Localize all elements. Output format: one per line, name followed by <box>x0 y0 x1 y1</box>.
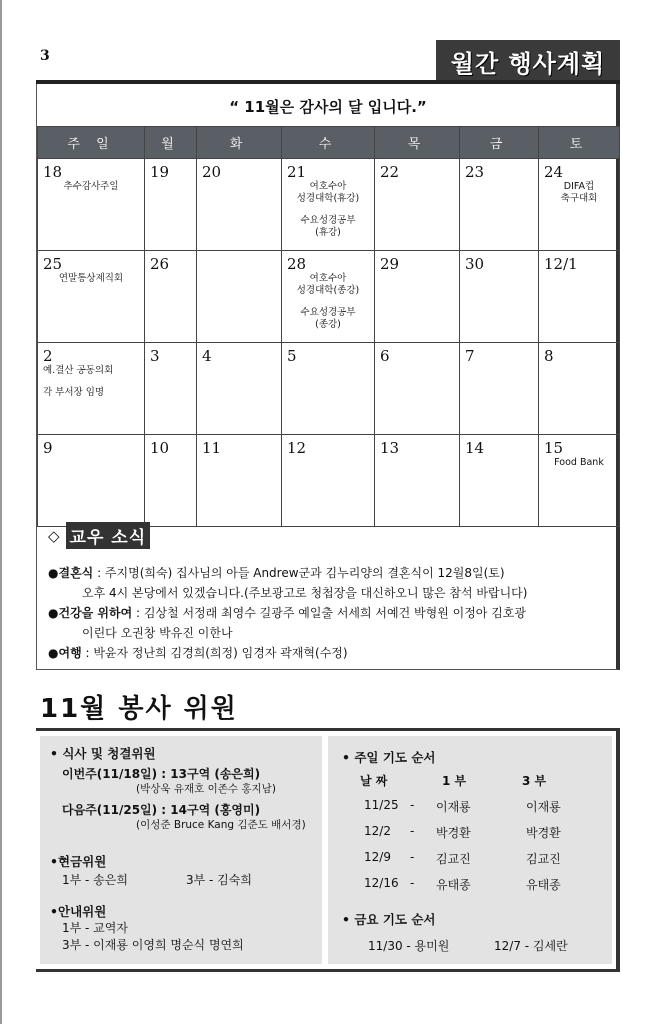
calendar-event: (휴강) <box>315 227 341 238</box>
day-number: 15 <box>544 439 564 457</box>
page-title: 월간 행사계획 <box>436 40 620 82</box>
meal-next-week-members: (이성준 Bruce Kang 김준도 배서경) <box>136 819 306 831</box>
calendar-event: 여호수아 <box>309 181 347 192</box>
prayer-cell: 이재룡 <box>436 800 471 814</box>
prayer-cell: - <box>410 798 415 812</box>
friday-prayer-entry: 12/7 - 김세란 <box>494 939 568 953</box>
weekday-header-row <box>38 127 620 159</box>
calendar-day-cell <box>282 343 375 435</box>
calendar-day-cell <box>539 159 620 251</box>
calendar-week-row <box>38 343 620 435</box>
weekday-header: 화 <box>197 127 282 159</box>
prayer-cell: - <box>410 876 415 890</box>
calendar-day-cell <box>145 435 197 527</box>
calendar-event: Food Bank <box>554 457 604 468</box>
calendar-event: 예.결산 공동의회 <box>43 365 114 376</box>
column-header: 날 짜 <box>360 774 388 788</box>
day-number: 18 <box>43 163 63 181</box>
calendar-day-cell <box>197 435 282 527</box>
page-number: 3 <box>40 48 50 64</box>
column-header: 1 부 <box>442 774 467 788</box>
day-number: 21 <box>287 163 307 181</box>
day-number: 7 <box>465 347 475 365</box>
news-text: 주지명(희숙) 집사님의 아들 Andrew군과 김누리양의 결혼식이 12월8일(토) <box>104 566 505 580</box>
calendar-day-cell <box>460 159 539 251</box>
weekday-header: 수 <box>282 127 375 159</box>
meal-next-week: 다음주(11/25일) : 14구역 (홍영미) <box>62 803 261 817</box>
day-number: 29 <box>380 255 400 273</box>
prayer-row <box>364 824 586 841</box>
day-number: 3 <box>150 347 160 365</box>
prayer-cell: 박경환 <box>436 826 471 840</box>
calendar-day-cell <box>145 159 197 251</box>
meal-this-week: 이번주(11/18일) : 13구역 (송은희) <box>62 767 261 781</box>
day-number: 25 <box>43 255 63 273</box>
day-number: 11 <box>202 439 222 457</box>
calendar-event: 성경대학(휴강) <box>296 193 360 204</box>
calendar-event: 축구대회 <box>560 193 598 204</box>
news-item-health: ●건강을 위하여 : 김상철 서정래 최영수 길광주 예일출 서세희 서예건 박형원 이정아 김호광 이린다 오권창 박유진 이한나 <box>48 603 616 643</box>
congregation-news <box>48 522 616 663</box>
day-number: 12/1 <box>544 255 578 273</box>
calendar-day-cell <box>460 435 539 527</box>
column-header: 3 부 <box>522 774 547 788</box>
calendar-day-cell <box>145 343 197 435</box>
news-text: 박윤자 정난희 김경희(희정) 임경자 곽재혁(수정) <box>93 646 348 660</box>
prayer-cell: 12/2 <box>364 824 391 838</box>
calendar-week-row <box>38 435 620 527</box>
calendar-day-cell <box>197 159 282 251</box>
weekday-header: 목 <box>375 127 460 159</box>
day-number: 26 <box>150 255 170 273</box>
page-left-border <box>0 0 2 1024</box>
prayer-row <box>364 876 586 893</box>
calendar-day-cell <box>460 343 539 435</box>
offering-part3: 3부 - 김숙희 <box>186 873 252 887</box>
calendar-day-cell <box>197 343 282 435</box>
prayer-cell: 유태종 <box>436 878 471 892</box>
calendar-event: 여호수아 <box>309 273 347 284</box>
day-number: 4 <box>202 347 212 365</box>
usher-part3: 3부 - 이재룡 이영희 명순식 명연희 <box>62 938 244 952</box>
friday-prayer-heading: • 금요 기도 순서 <box>342 912 436 927</box>
news-label: ●결혼식 <box>48 566 94 580</box>
news-item-wedding: ●결혼식 : 주지명(희숙) 집사님의 아들 Andrew군과 김누리양의 결혼식이 12월8일(토) 오후 4시 본당에서 있겠습니다.(주보광고로 청첩장을 대신하오니 많은 참석 바랍니다) <box>48 563 616 603</box>
offering-heading: •현금위원 <box>50 854 107 869</box>
prayer-row <box>364 850 586 867</box>
day-number: 19 <box>150 163 170 181</box>
calendar-day-cell <box>539 435 620 527</box>
meal-heading: • 식사 및 청결위원 <box>50 746 156 761</box>
weekday-header: 토 <box>539 127 620 159</box>
prayer-row <box>364 798 586 815</box>
day-number: 9 <box>43 439 53 457</box>
day-number: 23 <box>465 163 485 181</box>
prayer-cell: 박경환 <box>526 826 561 840</box>
news-item-travel: ●여행 : 박윤자 정난희 김경희(희정) 임경자 곽재혁(수정) <box>48 646 348 660</box>
calendar-day-cell <box>38 159 145 251</box>
prayer-cell: 11/25 <box>364 798 399 812</box>
day-number: 5 <box>287 347 297 365</box>
calendar-event: 각 부서장 임명 <box>43 387 105 398</box>
diamond-icon: ◇ <box>48 526 60 545</box>
sunday-prayer-heading: • 주일 기도 순서 <box>342 750 436 765</box>
day-number: 2 <box>43 347 53 365</box>
day-number: 8 <box>544 347 554 365</box>
calendar-week-row <box>38 159 620 251</box>
day-number: 12 <box>287 439 307 457</box>
news-text: 오후 4시 본당에서 있겠습니다.(주보광고로 청첩장을 대신하오니 많은 참석 바랍니다) <box>82 586 528 600</box>
calendar-day-cell <box>375 435 460 527</box>
calendar-day-cell <box>197 251 282 343</box>
calendar-day-cell <box>38 251 145 343</box>
month-theme: “ 11월은 감사의 달 입니다.” <box>229 98 427 116</box>
news-text: 이린다 오권창 박유진 이한나 <box>82 626 233 640</box>
day-number: 6 <box>380 347 390 365</box>
calendar-day-cell <box>460 251 539 343</box>
calendar-week-row <box>38 251 620 343</box>
news-list <box>48 563 616 663</box>
day-number: 13 <box>380 439 400 457</box>
prayer-cell: 유태종 <box>526 878 561 892</box>
friday-prayer-entry: 11/30 - 용미원 <box>368 939 450 953</box>
prayer-cell: 김교진 <box>436 852 471 866</box>
news-title: 교우 소식 <box>66 522 151 549</box>
monthly-calendar <box>37 126 620 527</box>
prayer-cell: 12/16 <box>364 876 399 890</box>
usher-part1: 1부 - 교역자 <box>62 921 128 935</box>
day-number: 28 <box>287 255 307 273</box>
prayer-cell: - <box>410 850 415 864</box>
day-number: 14 <box>465 439 485 457</box>
prayer-cell: - <box>410 824 415 838</box>
news-label: ●건강을 위하여 <box>48 606 133 620</box>
calendar-day-cell <box>375 343 460 435</box>
service-title: 11월 봉사 위원 <box>40 694 238 724</box>
weekday-header: 금 <box>460 127 539 159</box>
calendar-day-cell <box>375 159 460 251</box>
calendar-event: 연말통상제직회 <box>58 273 124 284</box>
prayer-table-header <box>360 772 582 789</box>
calendar-day-cell <box>38 435 145 527</box>
calendar-day-cell <box>282 159 375 251</box>
calendar-event: DIFA컵 <box>563 181 595 192</box>
meal-this-week-members: (박상욱 유재호 이존수 홍지남) <box>136 783 276 795</box>
calendar-day-cell <box>145 251 197 343</box>
prayer-cell: 12/9 <box>364 850 391 864</box>
day-number: 24 <box>544 163 564 181</box>
prayer-cell: 김교진 <box>526 852 561 866</box>
calendar-day-cell <box>282 435 375 527</box>
day-number: 20 <box>202 163 222 181</box>
day-number: 22 <box>380 163 400 181</box>
calendar-event: 수요성경공부 <box>300 307 356 318</box>
prayer-cell: 이재룡 <box>526 800 561 814</box>
news-label: ●여행 <box>48 646 82 660</box>
news-heading <box>48 522 616 549</box>
calendar-day-cell <box>539 251 620 343</box>
news-text: 김상철 서정래 최영수 길광주 예일출 서세희 서예건 박형원 이정아 김호광 <box>143 606 526 620</box>
offering-part1: 1부 - 송은희 <box>62 873 128 887</box>
day-number: 10 <box>150 439 170 457</box>
weekday-header: 월 <box>145 127 197 159</box>
day-number: 30 <box>465 255 485 273</box>
calendar-day-cell <box>38 343 145 435</box>
calendar-event: 성경대학(종강) <box>296 285 360 296</box>
calendar-day-cell <box>539 343 620 435</box>
usher-heading: •안내위원 <box>50 904 107 919</box>
calendar-event: 추수감사주일 <box>63 181 119 192</box>
calendar-event: (종강) <box>315 319 341 330</box>
calendar-day-cell <box>375 251 460 343</box>
calendar-day-cell <box>282 251 375 343</box>
calendar-event: 수요성경공부 <box>300 215 356 226</box>
weekday-header: 주 일 <box>38 127 145 159</box>
